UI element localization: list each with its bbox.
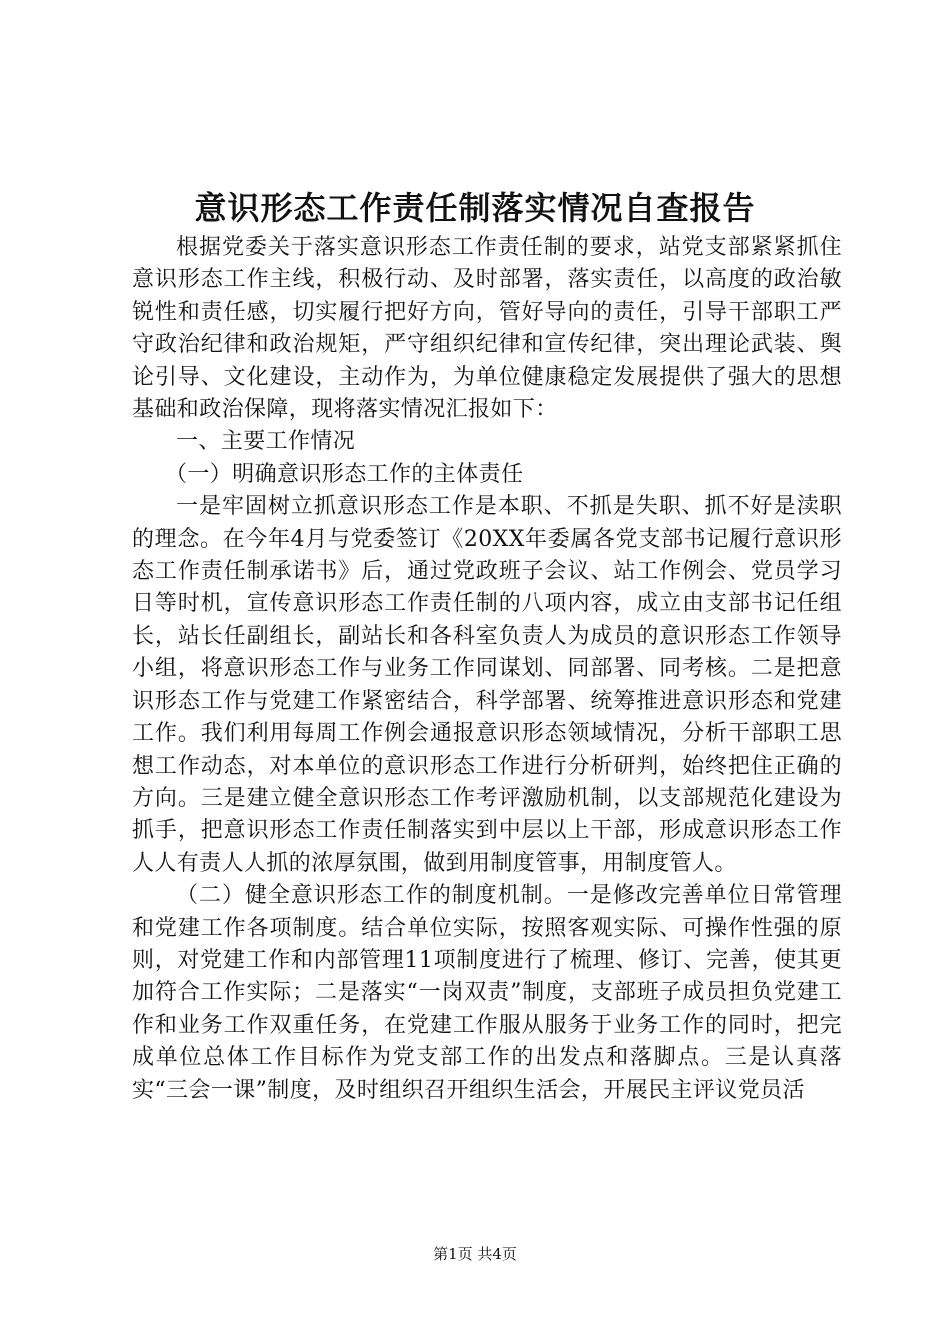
intro-paragraph: 根据党委关于落实意识形态工作责任制的要求，站党支部紧紧抓住意识形态工作主线，积极行动、及时部署，落实责任，以高度的政治敏锐性和责任感，切实履行把好方向，管好导向的责任，引导干部职工严守政治纪律和政治规矩，严守组织纪律和宣传纪律，突出理论武装、舆论引导、文化建设，主动作为，为单位健康稳定发展提供了强大的思想基础和政治保障，现将落实情况汇报如下：: [132, 235, 842, 423]
document-body: [132, 232, 842, 1107]
section-heading: 一、主要工作情况: [176, 429, 356, 455]
body-paragraph: （二）健全意识形态工作的制度机制。一是修改完善单位日常管理和党建工作各项制度。结合单位实际，按照客观实际、可操作性强的原则，对党建工作和内部管理11项制度进行了梳理、修订、完善，使其更加符合工作实际；二是落实“一岗双责”制度，支部班子成员担负党建工作和业务工作双重任务，在党建工作服从服务于业务工作的同时，把完成单位总体工作目标作为党支部工作的出发点和落脚点。三是认真落实“三会一课”制度，及时组织召开组织生活会，开展民主评议党员活: [132, 883, 842, 1103]
subsection-heading: （一）明确意识形态工作的主体责任: [165, 461, 524, 487]
document-title: 意识形态工作责任制落实情况自查报告: [194, 189, 756, 227]
body-paragraph: 一是牢固树立抓意识形态工作是本职、不抓是失职、抓不好是渎职的理念。在今年4月与党委签订《20XX年委属各党支部书记履行意识形态工作责任制承诺书》后，通过党政班子会议、站工作例会、党员学习日等时机，宣传意识形态工作责任制的八项内容，成立由支部书记任组长，站长任副组长，副站长和各科室负责人为成员的意识形态工作领导小组，将意识形态工作与业务工作同谋划、同部署、同考核。二是把意识形态工作与党建工作紧密结合，科学部署、统筹推进意识形态和党建工作。我们利用每周工作例会通报意识形态领域情况，分析干部职工思想工作动态，对本单位的意识形态工作进行分析研判，始终把住正确的方向。三是建立健全意识形态工作考评激励机制，以支部规范化建设为抓手，把意识形态工作责任制落实到中层以上干部，形成意识形态工作人人有责人人抓的浓厚氛围，做到用制度管事，用制度管人。: [132, 494, 842, 876]
page-footer: 第1页 共4页: [433, 1245, 517, 1263]
